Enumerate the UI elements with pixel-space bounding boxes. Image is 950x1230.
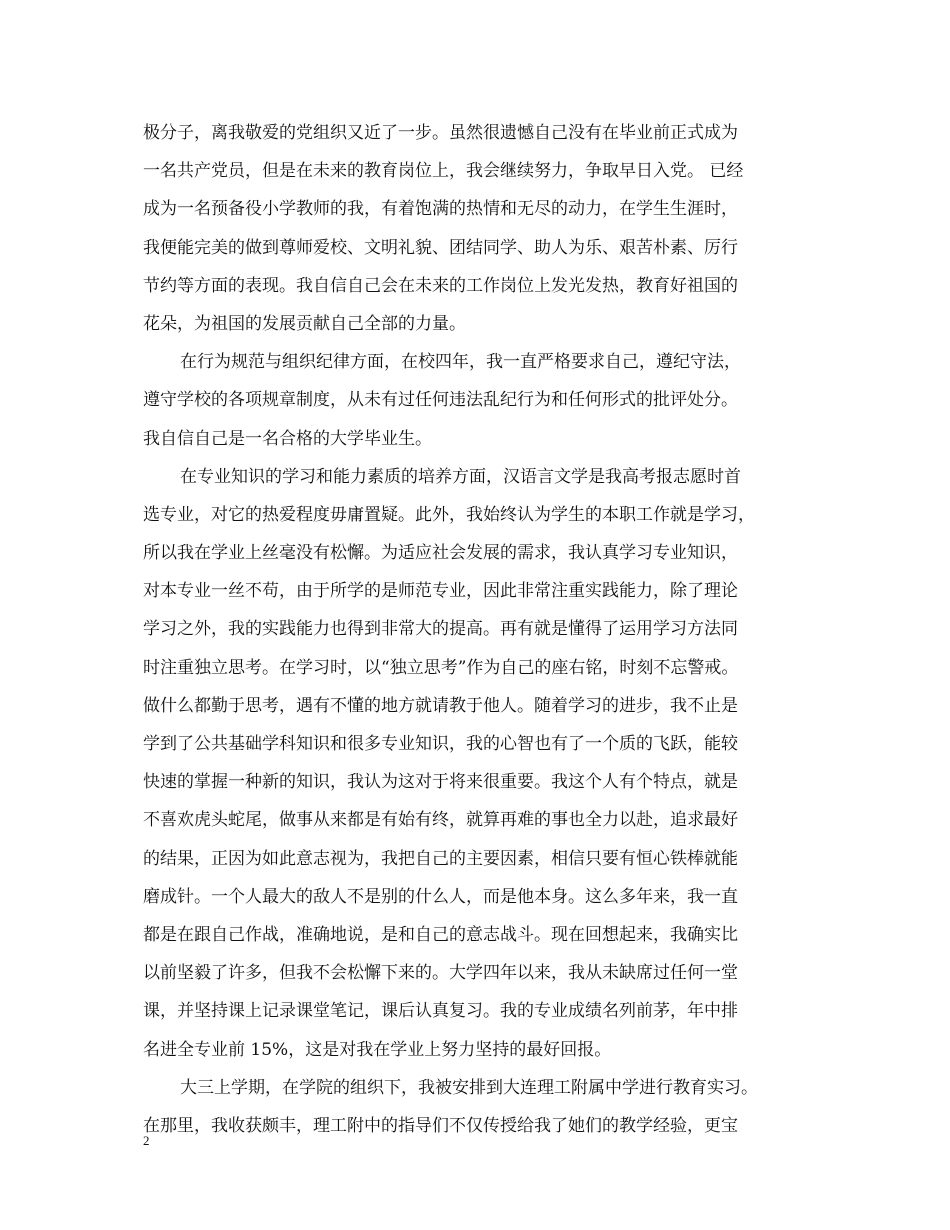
text-line: 节约等方面的表现。我自信自己会在未来的工作岗位上发光发热，教育好祖国的: [143, 275, 738, 296]
text-line: 成为一名预备役小学教师的我，有着饱满的热情和无尽的动力，在学生生涯时，: [143, 199, 738, 220]
document-body: [143, 117, 833, 1148]
text-line: 花朵，为祖国的发展贡献自己全部的力量。: [143, 313, 466, 334]
text-line: 学到了公共基础学科知识和很多专业知识，我的心智也有了一个质的飞跃，能较: [143, 734, 738, 754]
text-line: 做什么都勤于思考，遇有不懂的地方就请教于他人。随着学习的进步，我不止是: [143, 695, 738, 716]
text-line: 在那里，我收获颇丰，理工附中的指导们不仅传授给我了她们的教学经验，更宝: [143, 1115, 738, 1136]
text-line: 大三上学期，在学院的组织下，我被安排到大连理工附属中学进行教育实习。: [180, 1077, 758, 1098]
text-line: 在专业知识的学习和能力素质的培养方面，汉语言文学是我高考报志愿时首: [180, 466, 741, 487]
text-line: 时注重独立思考。在学习时，以“独立思考”作为自己的座右铭，时刻不忘警戒。: [143, 657, 739, 678]
text-line: 学习之外，我的实践能力也得到非常大的提高。再有就是懂得了运用学习方法同: [143, 619, 738, 640]
text-line: 以前坚毅了许多，但我不会松懈下来的。大学四年以来，我从未缺席过任何一堂: [143, 963, 738, 984]
text-line: 的结果，正因为如此意志视为，我把自己的主要因素，相信只要有恒心铁棒就能: [143, 848, 738, 869]
text-line: 都是在跟自己作战，准确地说，是和自己的意志战斗。现在回想起来，我确实比: [143, 924, 738, 945]
text-line: 不喜欢虎头蛇尾，做事从来都是有始有终，就算再难的事也全力以赴，追求最好: [143, 810, 738, 831]
text-line: 在行为规范与组织纪律方面，在校四年，我一直严格要求自己，遵纪守法，: [180, 352, 741, 373]
text-line: 磨成针。一个人最大的敌人不是别的什么人，而是他本身。这么多年来，我一直: [143, 886, 738, 907]
text-line: 所以我在学业上丝毫没有松懈。为适应社会发展的需求，我认真学习专业知识，: [143, 543, 738, 564]
page-number: 2: [143, 1133, 150, 1148]
text-line: 我自信自己是一名合格的大学毕业生。: [143, 428, 432, 449]
text-line: 选专业，对它的热爱程度毋庸置疑。此外，我始终认为学生的本职工作就是学习，: [143, 504, 755, 525]
text-line: 名进全专业前 15%，这是对我在学业上努力坚持的最好回报。: [143, 1039, 612, 1060]
text-line: 快速的掌握一种新的知识，我认为这对于将来很重要。我这个人有个特点，就是: [143, 772, 738, 793]
text-line: 极分子，离我敬爱的党组织又近了一步。虽然很遗憾自己没有在毕业前正式成为: [143, 123, 738, 143]
text-line: 一名共产党员，但是在未来的教育岗位上，我会继续努力，争取早日入党。 已经: [143, 161, 744, 182]
text-line: 课，并坚持课上记录课堂笔记，课后认真复习。我的专业成绩名列前茅，年中排: [143, 1001, 738, 1022]
text-line: 我便能完美的做到尊师爱校、文明礼貌、团结同学、助人为乐、艰苦朴素、厉行: [143, 237, 738, 258]
text-line: 遵守学校的各项规章制度，从未有过任何违法乱纪行为和任何形式的批评处分。: [143, 390, 738, 411]
text-line: 对本专业一丝不苟，由于所学的是师范专业，因此非常注重实践能力，除了理论: [143, 581, 738, 602]
